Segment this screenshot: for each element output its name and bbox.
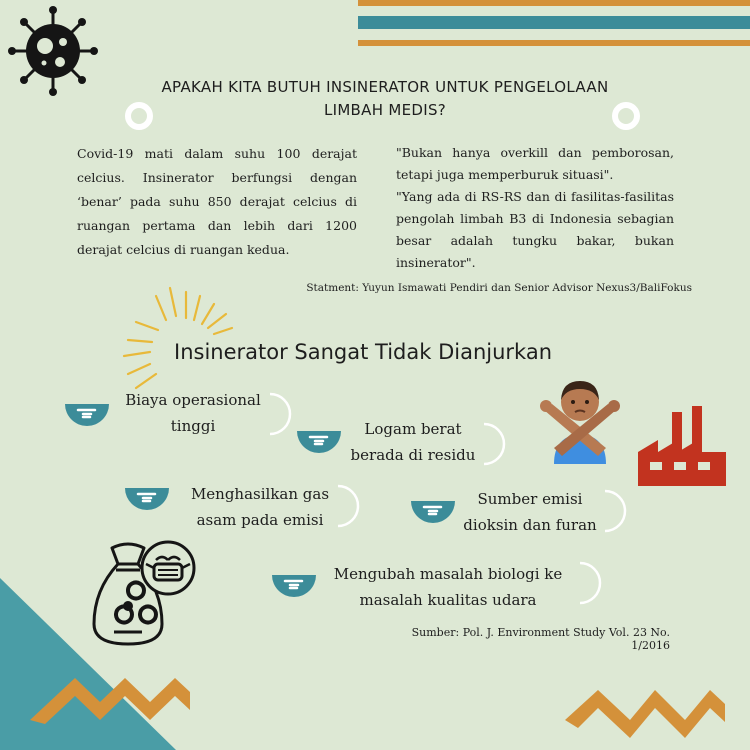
pointing-hand-icon: [411, 501, 455, 523]
reason-item-5-line-1: Mengubah masalah biologi ke: [333, 565, 563, 583]
intro-paragraph: Covid-19 mati dalam suhu 100 derajat celcius. Insinerator berfungsi dengan ‘benar’ pada suhu 850 derajat celcius di ruangan pertama dan lebih dari 1200 derajat celcius di ruangan kedua.: [77, 146, 357, 257]
reason-item-3-line-1: Menghasilkan gas: [190, 485, 330, 503]
factory-icon: [636, 406, 728, 490]
title-line-1: APAKAH KITA BUTUH INSINERATOR UNTUK PENGELOLAAN: [161, 78, 609, 96]
reason-item-3-line-2: asam pada emisi: [196, 511, 324, 529]
face-mask-icon: [138, 538, 198, 598]
arc-item-3: [338, 486, 358, 526]
reason-item-3: [180, 481, 340, 533]
reason-item-5-line-2: masalah kualitas udara: [359, 591, 537, 609]
sun-rays-icon: [124, 288, 232, 388]
reason-item-2-line-2: berada di residu: [350, 446, 476, 464]
reason-item-1-line-1: Biaya operasional: [125, 391, 261, 409]
source-citation: Sumber: Pol. J. Environment Study Vol. 23 No. 1/2016: [411, 626, 670, 652]
reason-item-1: [118, 387, 268, 439]
stripe-orange-top: [358, 0, 750, 6]
stripe-orange-bottom: [358, 40, 750, 46]
page-title: [140, 76, 630, 122]
pointing-hand-icon: [297, 431, 341, 453]
pointing-hand-icon: [272, 575, 316, 597]
virus-icon: [8, 6, 98, 96]
reason-item-4: [455, 486, 605, 538]
pointing-hand-icon: [65, 404, 109, 426]
arc-item-5: [580, 563, 600, 603]
zigzag-right: [565, 690, 725, 738]
quote-1: "Bukan hanya overkill dan pemborosan, tetapi juga memperburuk situasi".: [396, 145, 674, 182]
pointing-hand-icon: [125, 488, 169, 510]
reason-item-2: [338, 416, 488, 468]
arc-item-1: [270, 394, 290, 434]
section-heading: Insinerator Sangat Tidak Dianjurkan: [174, 340, 552, 364]
person-crossed-arms-emoji: [540, 372, 620, 468]
reason-item-4-line-2: dioksin dan furan: [463, 516, 597, 534]
arc-item-4: [605, 491, 625, 531]
statement-attribution: Statment: Yuyun Ismawati Pendiri dan Senior Advisor Nexus3/BaliFokus: [306, 282, 692, 294]
title-line-2: LIMBAH MEDIS?: [323, 101, 447, 119]
reason-item-5: [318, 561, 578, 613]
reason-item-2-line-1: Logam berat: [364, 420, 462, 438]
quote-2: "Yang ada di RS-RS dan di fasilitas-fasilitas pengolah limbah B3 di Indonesia sebagian besar adalah tungku bakar, bukan insinerator".: [396, 189, 674, 270]
stripe-teal: [358, 16, 750, 29]
reason-item-1-line-2: tinggi: [170, 417, 216, 435]
reason-item-4-line-1: Sumber emisi: [477, 490, 583, 508]
